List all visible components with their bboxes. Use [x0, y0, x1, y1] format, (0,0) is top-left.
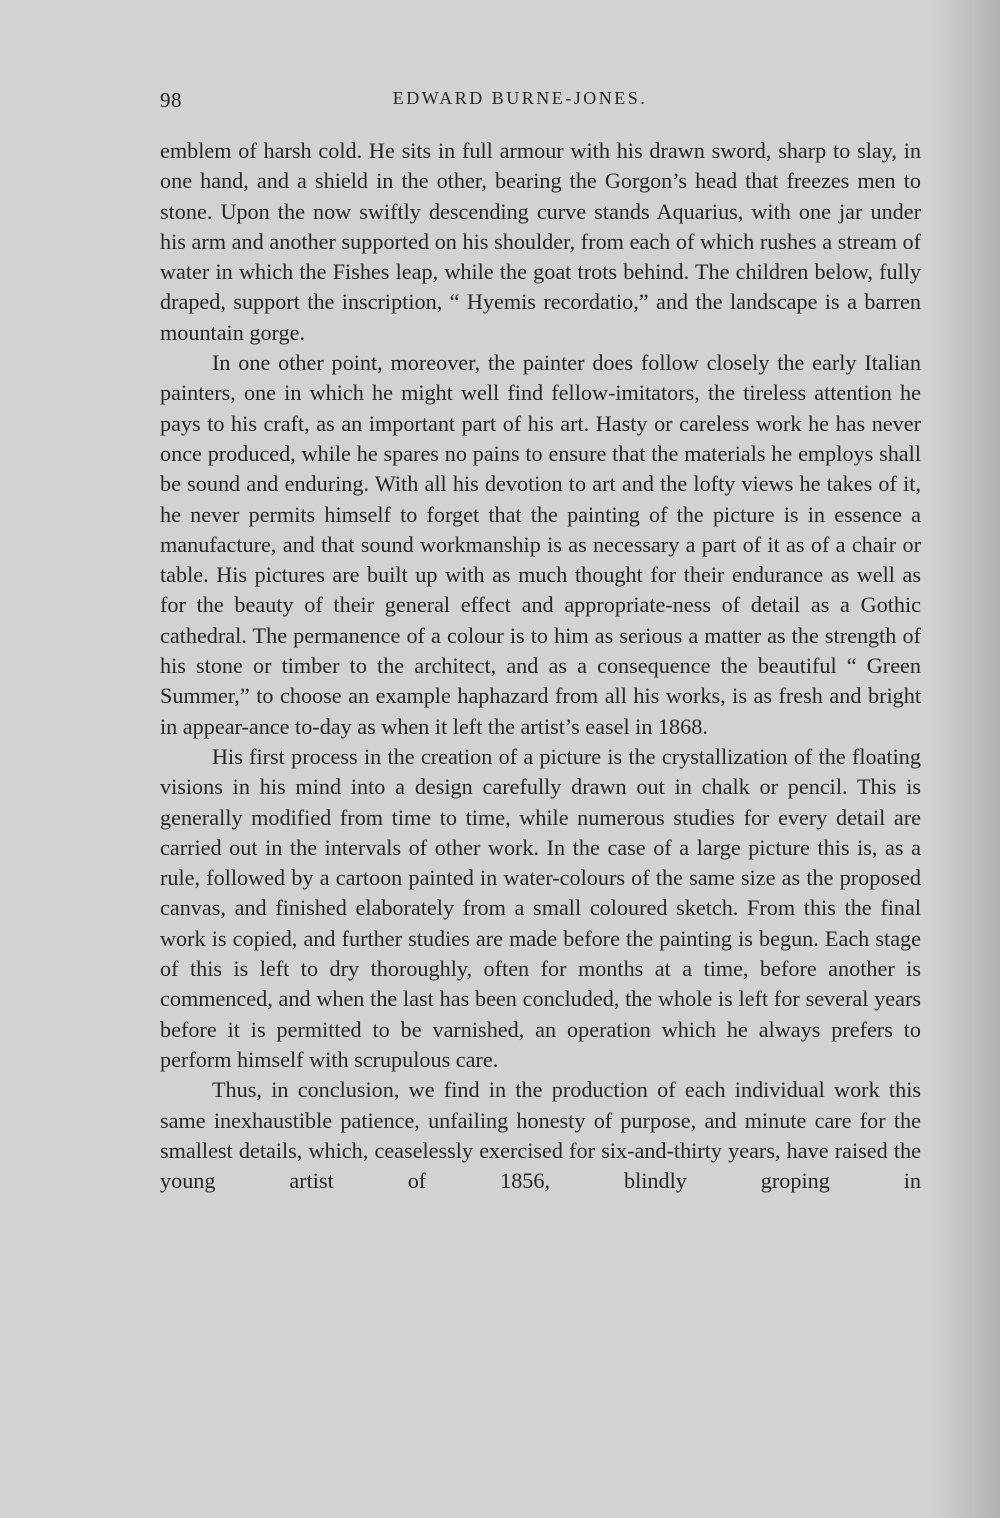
page-edge-shadow [930, 0, 1000, 1518]
running-head [160, 88, 920, 118]
paragraph-3: His first process in the creation of a picture is the crystallization of the floating visions in his mind into a design carefully drawn out in chalk or pencil. This is generally modified from time to time, while numerous studies for every detail are carried out in the intervals of other work. In the case of a large picture this is, as a rule, followed by a cartoon painted in water-colours of the same size as the proposed canvas, and finished elaborately from a small coloured sketch. From this the final work is copied, and further studies are made before the painting is begun. Each stage of this is left to dry thoroughly, often for months at a time, before another is commenced, and when the last has been concluded, the whole is left for several years before it is permitted to be varnished, an operation which he always prefers to perform himself with scrupulous care. [160, 743, 921, 1072]
paragraph-1: emblem of harsh cold. He sits in full armour with his drawn sword, sharp to slay, in one hand, and a shield in the other, bearing the Gorgon’s head that freezes men to stone. Upon the now swiftly descending curve stands Aquarius, with one jar under his arm and another supported on his shoulder, from each of which rushes a stream of water in which the Fishes leap, while the goat trots behind. The children below, fully draped, support the inscription, “ Hyemis recordatio,” and the landscape is a barren mountain gorge. [160, 138, 921, 345]
paragraph-2: In one other point, moreover, the painter does follow closely the early Italian painters, one in which he might well find fellow-imitators, the tireless attention he pays to his craft, as an important part of his art. Hasty or careless work he has never once produced, while he spares no pains to ensure that the materials he employs shall be sound and enduring. With all his devotion to art and the lofty views he takes of it, he never permits himself to forget that the painting of the picture is in essence a manufacture, and that sound workmanship is as necessary a part of it as of a chair or table. His pictures are built up with as much thought for their endurance as well as for the beauty of their general effect and appropriate-ness of detail as a Gothic cathedral. The permanence of a colour is to him as serious a matter as the strength of his stone or timber to the architect, and as a consequence the beautiful “ Green Summer,” to choose an example haphazard from all his works, is as fresh and bright in appear-ance to-day as when it left the artist’s easel in 1868. [160, 350, 921, 739]
running-title: EDWARD BURNE-JONES. [392, 88, 648, 108]
page-number: 98 [160, 88, 182, 112]
paragraph-4: Thus, in conclusion, we find in the production of each individual work this same inexhaustible patience, unfailing honesty of purpose, and minute care for the smallest details, which, ceaselessly exercised for six-and-thirty years, have raised the young artist of 1856, blindly groping in [160, 1077, 921, 1194]
body-text [160, 136, 921, 1196]
